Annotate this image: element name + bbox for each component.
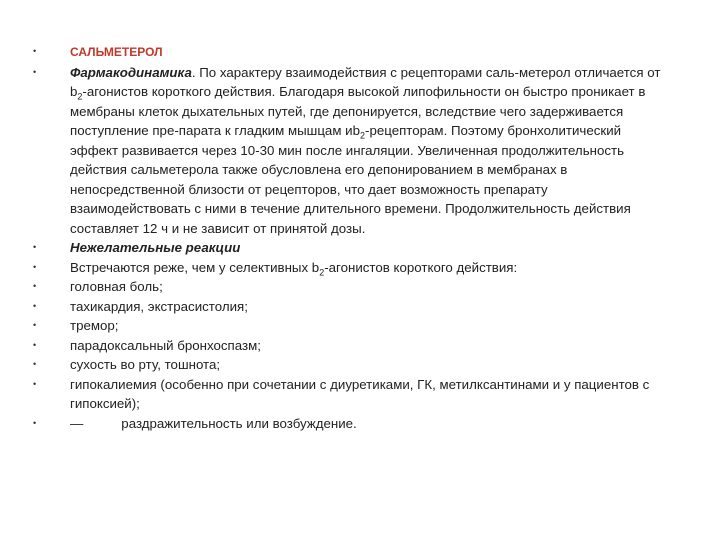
bullet-icon: • xyxy=(33,281,37,291)
bullet-icon: • xyxy=(33,300,37,311)
pharmacodynamics-lead: По xyxy=(199,64,217,80)
side-effect-text: сухость во рту, тошнота; xyxy=(70,357,221,372)
bullet-icon: • xyxy=(33,359,37,369)
pharmacodynamics-heading: Фармакодинамика xyxy=(70,64,192,80)
pharmacodynamics-text: характеру взаимодействия с рецепторами саль-метерол отличается от b xyxy=(70,64,661,99)
bullet-icon: • xyxy=(33,46,37,56)
side-effects-intro-text: Встречаются реже, чем у селективных b xyxy=(70,259,320,275)
list-item-pharmacodynamics xyxy=(28,63,668,239)
list-item xyxy=(28,336,668,356)
bullet-icon: • xyxy=(33,242,37,252)
side-effect-text: парадоксальный бронхоспазм; xyxy=(70,337,261,353)
bullet-icon: • xyxy=(33,261,37,272)
bullet-icon: • xyxy=(33,417,37,428)
list-item xyxy=(28,297,668,317)
subscript: 2 xyxy=(360,130,366,141)
list-item-last xyxy=(28,414,668,434)
side-effects-intro-text-2: -агонистов короткого действия: xyxy=(324,259,518,275)
list-item xyxy=(28,316,668,336)
slide-title: САЛЬМЕТЕРОЛ xyxy=(70,45,163,59)
list-item-side-effects-intro xyxy=(28,258,668,278)
subscript: 2 xyxy=(319,267,325,278)
side-effect-text: раздражительность или возбуждение. xyxy=(121,415,357,431)
heading-separator: . xyxy=(191,64,200,80)
pharmacodynamics-text-2: -агонистов короткого действия. Благодаря высокой липофильности он быстро проникает в мембраны клеток дыхательных путей, где депонируется, вследствие чего задерживается поступление пре-парата к гладким мышцам иb xyxy=(70,84,646,138)
side-effect-text: гипокалиемия (особенно при сочетании с диуретиками, ГК, метилксантинами и у пациентов с гипоксией); xyxy=(70,376,650,411)
dash-mark: — xyxy=(70,415,84,431)
bullet-icon: • xyxy=(33,320,37,330)
side-effect-text: тахикардия, экстрасистолия; xyxy=(70,298,248,314)
bullet-list xyxy=(28,42,668,433)
side-effect-text: тремор; xyxy=(70,318,119,333)
bullet-icon: • xyxy=(33,66,37,77)
list-item xyxy=(28,277,668,297)
list-item-side-effects-heading xyxy=(28,238,668,258)
pharmacodynamics-text-3: -рецепторам. Поэтому бронхолитический эффект развивается через 10-30 мин после ингаляции. Увеличенная продолжительность действия сальметерола также обусловлена его депонированием в мембранах в непосредственной близости от рецепторов, что дает возможность препарату взаимодействовать с ними в течение длительного времени. Продолжительность действия составляет 12 ч и не зависит от принятой дозы. xyxy=(70,123,631,236)
bullet-icon: • xyxy=(33,378,37,389)
list-item xyxy=(28,375,668,414)
side-effect-text: головная боль; xyxy=(70,279,163,294)
side-effects-heading: Нежелательные реакции xyxy=(70,240,241,255)
bullet-icon: • xyxy=(33,339,37,350)
list-item xyxy=(28,355,668,375)
list-item-title xyxy=(28,42,668,63)
subscript: 2 xyxy=(77,91,83,102)
